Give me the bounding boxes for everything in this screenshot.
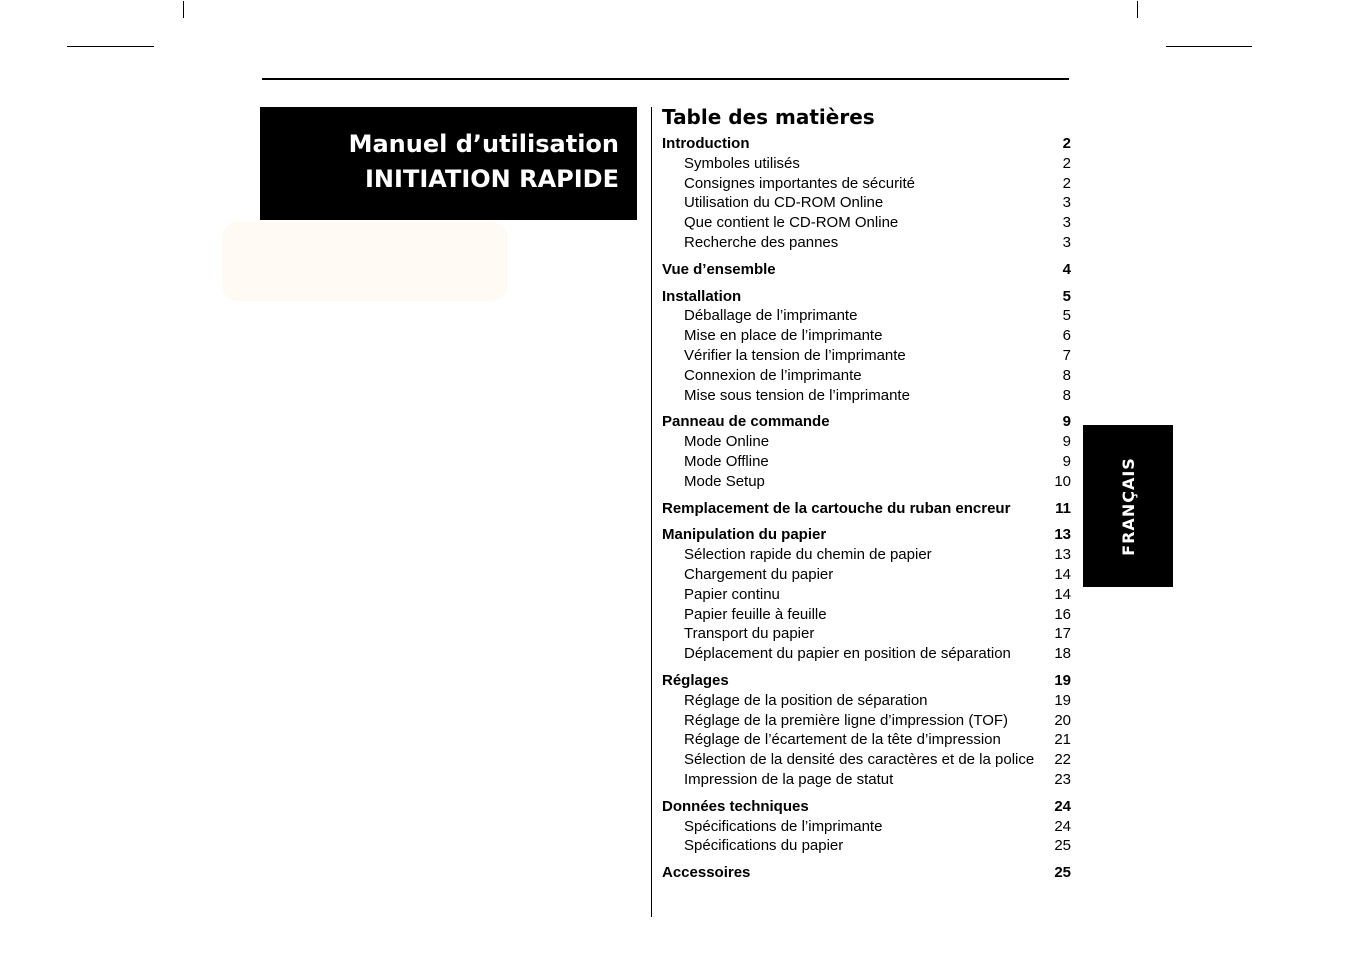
toc-section [662,412,1071,491]
toc-sub-entry-label: Papier continu [684,585,780,603]
toc-sub-entry-label: Mode Offline [684,452,769,470]
toc-sub-entry-page: 19 [1054,691,1071,709]
toc-section-entry[interactable] [662,863,1071,883]
toc-section-entry[interactable] [662,671,1071,691]
toc-sub-entry[interactable] [662,605,1071,625]
toc-sub-entry-label: Mode Setup [684,472,765,490]
crop-mark-left [67,46,154,47]
toc-sub-entry-label: Chargement du papier [684,565,834,583]
toc-sub-entry-page: 6 [1062,327,1071,345]
toc-sub-entry-label: Consignes importantes de sécurité [684,174,915,192]
toc-section [662,499,1071,519]
language-tab-label: FRANÇAIS [1118,456,1138,556]
toc-sub-entry[interactable] [662,624,1071,644]
toc-sub-entry-page: 5 [1062,307,1071,325]
toc-sub-entry-page: 25 [1054,837,1071,855]
toc-sub-entry-label: Papier feuille à feuille [684,605,827,623]
toc-section-entry-page: 9 [1062,413,1071,431]
toc-sub-entry[interactable] [662,545,1071,565]
manual-subtitle: INITIATION RAPIDE [365,165,619,193]
toc-sub-entry-page: 20 [1054,711,1071,729]
toc-sub-entry-page: 3 [1062,233,1071,251]
toc-sub-entry[interactable] [662,585,1071,605]
column-divider [651,107,652,917]
toc-sub-entry-page: 16 [1054,605,1071,623]
toc-heading: Table des matières [662,105,875,129]
table-of-contents [662,134,1071,890]
toc-sub-entry[interactable] [662,770,1071,790]
toc-section-entry-label: Réglages [662,671,729,689]
toc-section-entry-label: Accessoires [662,864,751,882]
toc-sub-entry[interactable] [662,452,1071,472]
language-tab [1083,425,1173,587]
toc-sub-entry-page: 14 [1054,565,1071,583]
toc-sub-entry[interactable] [662,565,1071,585]
toc-sub-entry-page: 9 [1062,433,1071,451]
toc-sub-entry-label: Spécifications du papier [684,837,844,855]
blank-panel [222,222,508,301]
toc-sub-entry-label: Que contient le CD-ROM Online [684,214,899,232]
toc-sub-entry[interactable] [662,432,1071,452]
toc-sub-entry-label: Vérifier la tension de l’imprimante [684,346,906,364]
toc-section [662,525,1071,664]
toc-section-entry-page: 11 [1055,499,1071,517]
toc-sub-entry-page: 21 [1054,731,1071,749]
toc-sub-entry[interactable] [662,750,1071,770]
crop-mark-right [1166,46,1252,47]
toc-sub-entry-label: Réglage de la première ligne d’impression (TOF) [684,711,1009,729]
toc-sub-entry-page: 7 [1062,346,1071,364]
toc-sub-entry-label: Transport du papier [684,625,815,643]
toc-section-entry-page: 19 [1054,671,1071,689]
toc-sub-entry[interactable] [662,174,1071,194]
toc-sub-entry[interactable] [662,154,1071,174]
toc-sub-entry-label: Sélection de la densité des caractères et de la police [684,751,1035,769]
toc-sub-entry-page: 2 [1062,174,1071,192]
toc-sub-entry-page: 3 [1062,194,1071,212]
toc-section-entry-label: Données techniques [662,797,809,815]
toc-section [662,260,1071,280]
toc-sub-entry-label: Impression de la page de statut [684,770,894,788]
toc-sub-entry[interactable] [662,366,1071,386]
toc-sub-entry[interactable] [662,386,1071,406]
toc-section-entry[interactable] [662,412,1071,432]
toc-sub-entry-label: Réglage de l’écartement de la tête d’impression [684,731,1001,749]
toc-section-entry-label: Remplacement de la cartouche du ruban encreur [662,499,1011,517]
toc-sub-entry-label: Connexion de l’imprimante [684,366,862,384]
toc-section-entry-label: Vue d’ensemble [662,260,776,278]
toc-sub-entry-label: Déplacement du papier en position de séparation [684,645,1011,663]
toc-sub-entry[interactable] [662,233,1071,253]
toc-sub-entry-page: 8 [1062,366,1071,384]
toc-sub-entry-label: Spécifications de l’imprimante [684,817,883,835]
toc-section-entry-page: 2 [1062,135,1071,152]
toc-section-entry[interactable] [662,260,1071,280]
toc-section [662,797,1071,856]
toc-sub-entry-page: 14 [1054,585,1071,603]
toc-sub-entry-label: Mise en place de l’imprimante [684,327,883,345]
toc-sub-entry-page: 10 [1054,472,1071,490]
manual-title-block [260,107,637,220]
manual-title: Manuel d’utilisation [348,130,619,158]
toc-section-entry[interactable] [662,797,1071,817]
top-rule [262,78,1069,80]
toc-section [662,287,1071,406]
toc-sub-entry[interactable] [662,306,1071,326]
toc-sub-entry[interactable] [662,644,1071,664]
toc-sub-entry-label: Mise sous tension de l’imprimante [684,386,910,404]
toc-sub-entry-label: Mode Online [684,433,770,451]
toc-section-entry-label: Panneau de commande [662,413,830,431]
crop-mark-top-left [183,1,184,18]
toc-section-entry-page: 4 [1062,260,1071,278]
toc-section-entry[interactable] [662,525,1071,545]
toc-sub-entry[interactable] [662,836,1071,856]
toc-section-entry-page: 5 [1062,287,1071,305]
toc-sub-entry[interactable] [662,711,1071,731]
toc-sub-entry[interactable] [662,346,1071,366]
toc-sub-entry-label: Symboles utilisés [684,154,800,172]
crop-mark-top-right [1137,1,1138,18]
toc-sub-entry-page: 17 [1054,625,1071,643]
toc-sub-entry[interactable] [662,817,1071,837]
toc-sub-entry-page: 18 [1054,645,1071,663]
toc-sub-entry-page: 13 [1054,546,1071,564]
toc-section-entry-page: 25 [1054,864,1071,882]
toc-section [662,863,1071,883]
toc-sub-entry-page: 22 [1054,751,1071,769]
toc-sub-entry-page: 3 [1062,214,1071,232]
toc-sub-entry-label: Utilisation du CD-ROM Online [684,194,884,212]
toc-section-entry-page: 13 [1054,526,1071,544]
toc-sub-entry-page: 2 [1062,154,1071,172]
toc-section-entry-label: Manipulation du papier [662,526,827,544]
toc-section-entry[interactable] [662,134,1071,154]
toc-section-entry[interactable] [662,287,1071,307]
toc-sub-entry-label: Déballage de l’imprimante [684,307,858,325]
toc-sub-entry-page: 9 [1062,452,1071,470]
toc-sub-entry-label: Recherche des pannes [684,233,839,251]
toc-sub-entry[interactable] [662,193,1071,213]
toc-sub-entry[interactable] [662,691,1071,711]
toc-section-entry[interactable] [662,499,1071,519]
toc-sub-entry[interactable] [662,730,1071,750]
toc-sub-entry[interactable] [662,326,1071,346]
toc-section [662,671,1071,790]
toc-sub-entry-page: 24 [1054,817,1071,835]
toc-sub-entry-page: 8 [1062,386,1071,404]
toc-section-entry-label: Installation [662,287,742,305]
toc-sub-entry[interactable] [662,472,1071,492]
toc-sub-entry-page: 23 [1054,770,1071,788]
toc-section [662,134,1071,253]
toc-sub-entry[interactable] [662,213,1071,233]
toc-section-entry-label: Introduction [662,135,750,152]
toc-section-entry-page: 24 [1054,797,1071,815]
toc-sub-entry-label: Sélection rapide du chemin de papier [684,546,932,564]
toc-sub-entry-label: Réglage de la position de séparation [684,691,928,709]
